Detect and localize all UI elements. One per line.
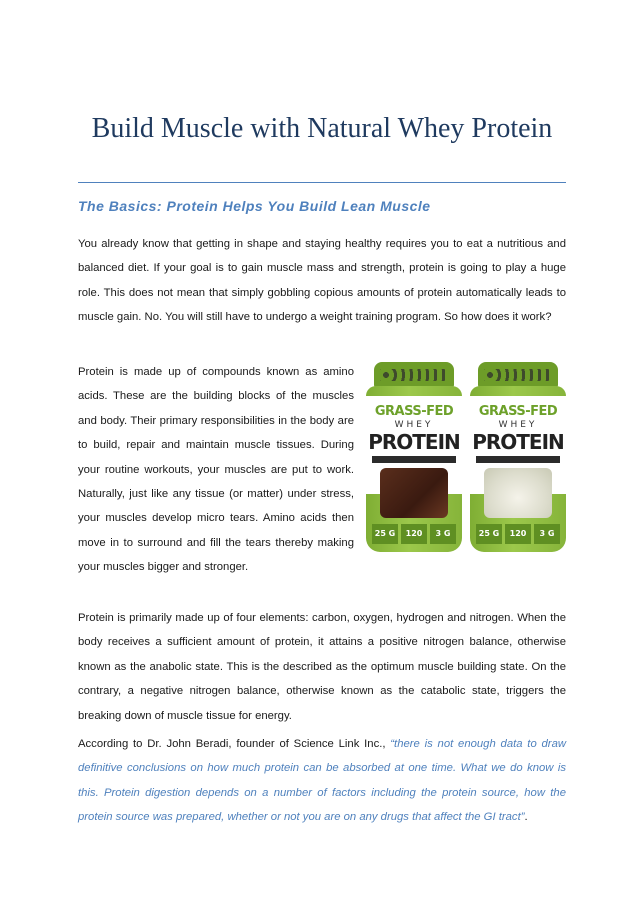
jar-brand: GRASS-FED: [374, 404, 454, 419]
jar-body: [366, 386, 462, 552]
jar-type: WHEY: [498, 420, 538, 430]
jar-name: PROTEIN: [472, 430, 564, 454]
chocolate-visual: [380, 468, 448, 518]
jar-stat: 3 G: [430, 524, 456, 544]
section-heading: The Basics: Protein Helps You Build Lean Muscle: [78, 198, 431, 214]
jar-name: PROTEIN: [368, 430, 460, 454]
title-divider: [78, 182, 566, 183]
paragraph-quote: [78, 732, 566, 830]
jar-stat: 3 G: [534, 524, 560, 544]
jar-lid: [478, 362, 558, 388]
jar-stat: 120: [505, 524, 531, 544]
vanilla-protein-jar: [470, 362, 566, 552]
paragraph-intro: You already know that getting in shape and staying healthy requires you to eat a nutritious and balanced diet. If your goal is to gain muscle mass and strength, protein is going to play a huge role. This does not mean that simply gobbling copious amounts of protein automatically leads to muscle gain. No. You will still have to undergo a weight training program. So how does it work?: [78, 238, 566, 324]
jar-stat: 25 G: [476, 524, 502, 544]
quote-intro: According to Dr. John Beradi, founder of Science Link Inc.,: [78, 738, 391, 750]
quote-end: .: [524, 811, 528, 824]
vanilla-visual: [484, 468, 552, 518]
jar-body: [470, 386, 566, 552]
page-title: Build Muscle with Natural Whey Protein: [91, 113, 553, 144]
protein-jars-image: [364, 362, 568, 552]
jar-stat: 120: [401, 524, 427, 544]
paragraph-amino-acids: Protein is made up of compounds known as amino acids. These are the building blocks of the muscles and body. Their primary responsibilities in the body are to build, repair and maintain muscle tissues. During your routine workouts, your muscles are put to work. Naturally, just like any tissue (or matter) under stress, your muscles develop micro tears. Amino acids then move in to surround and fill the tears thereby making your muscles bigger and stronger.: [78, 366, 354, 574]
paragraph-nitrogen-balance: Protein is primarily made up of four elements: carbon, oxygen, hydrogen and nitrogen. When the body receives a sufficient amount of protein, it attains a positive nitrogen balance, otherwise known as the anabolic state. This is the described as the optimum muscle building state. On the contrary, a negative nitrogen balance, otherwise known as the catabolic state, triggers the breaking down of muscle tissue for energy.: [78, 612, 566, 722]
chocolate-protein-jar: [366, 362, 462, 552]
jar-lid: [374, 362, 454, 388]
jar-stat: 25 G: [372, 524, 398, 544]
jar-brand: GRASS-FED: [478, 404, 558, 419]
jar-type: WHEY: [394, 420, 434, 430]
quote-text: “there is not enough data to draw definitive conclusions on how much protein can be absorbed at one time. What we do know is this. Protein digestion depends on a number of factors including the protein source, how the protein source was prepared, whether or not you are on any drugs that affect the GI tract”: [78, 738, 567, 824]
